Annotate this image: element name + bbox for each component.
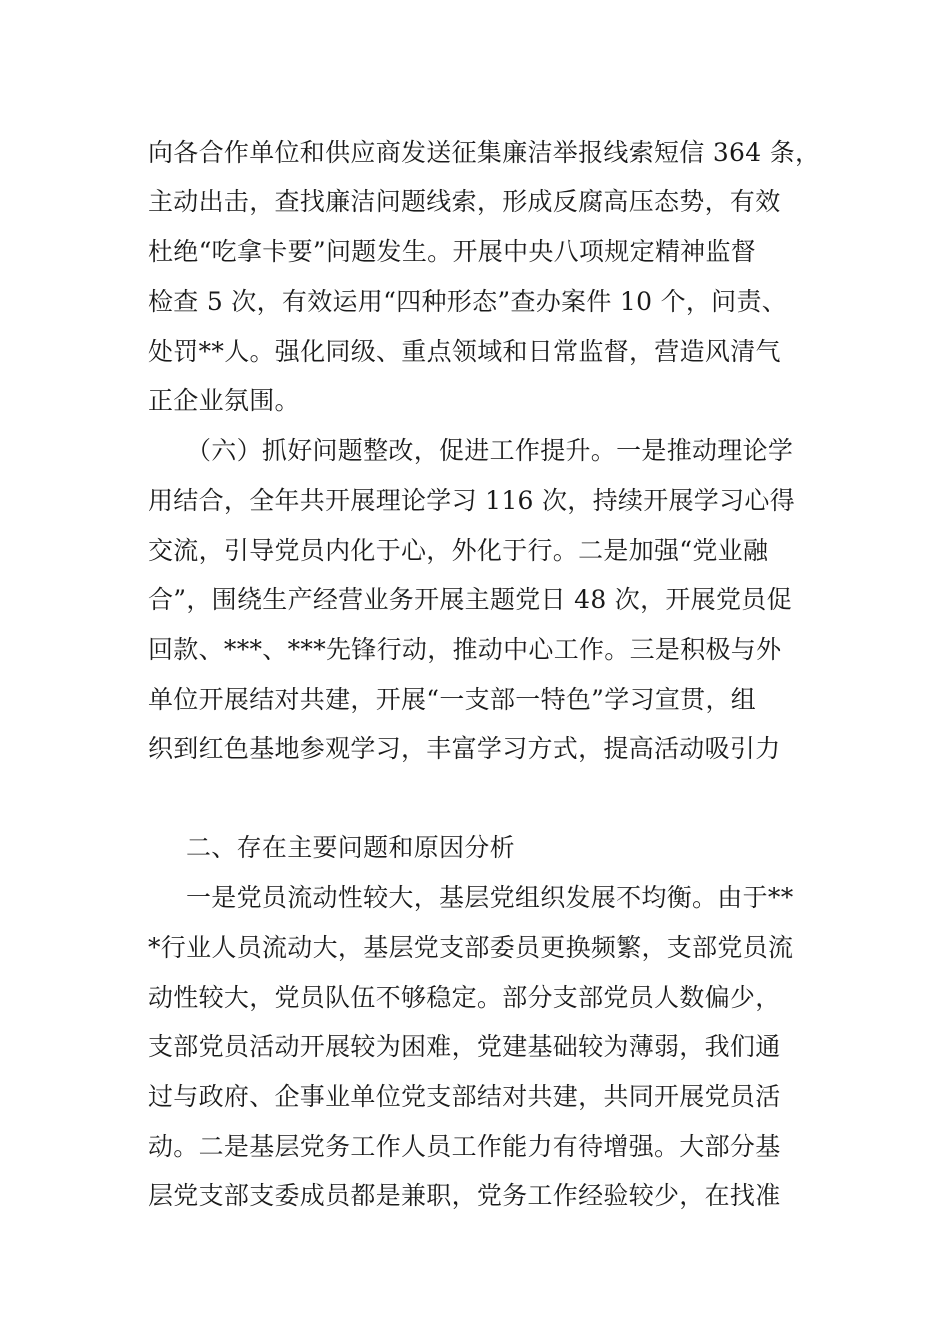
paragraph-line: 回款、***、***先锋行动，推动中心工作。三是积极与外 xyxy=(148,635,782,664)
paragraph-line: 过与政府、企事业单位党支部结对共建，共同开展党员活 xyxy=(148,1082,781,1111)
section-heading: 二、存在主要问题和原因分析 xyxy=(186,833,515,862)
paragraph-line: 杜绝“吃拿卡要”问题发生。开展中央八项规定精神监督 xyxy=(148,237,757,266)
paragraph-line: 主动出击，查找廉洁问题线索，形成反腐高压态势，有效 xyxy=(148,187,781,216)
paragraph-line: 动。二是基层党务工作人员工作能力有待增强。大部分基 xyxy=(148,1132,781,1161)
paragraph-line: 检查 5 次，有效运用“四种形态”查办案件 10 个，问责、 xyxy=(148,287,788,316)
paragraph-line: 织到红色基地参观学习，丰富学习方式，提高活动吸引力 xyxy=(148,734,781,763)
paragraph-line: 用结合，全年共开展理论学习 116 次，持续开展学习心得 xyxy=(148,486,796,515)
paragraph-line: 支部党员活动开展较为困难，党建基础较为薄弱，我们通 xyxy=(148,1032,781,1061)
paragraph-line: 层党支部支委成员都是兼职，党务工作经验较少，在找准 xyxy=(148,1181,781,1210)
paragraph-line: （六）抓好问题整改，促进工作提升。一是推动理论学 xyxy=(186,436,794,465)
paragraph-line: 交流，引导党员内化于心，外化于行。二是加强“党业融 xyxy=(148,536,769,565)
paragraph-line: 单位开展结对共建，开展“一支部一特色”学习宣贯，组 xyxy=(148,685,757,714)
paragraph-line: 处罚**人。强化同级、重点领域和日常监督，营造风清气 xyxy=(148,337,781,366)
paragraph-line: 动性较大，党员队伍不够稳定。部分支部党员人数偏少， xyxy=(148,983,781,1012)
paragraph-line: 合”，围绕生产经营业务开展主题党日 48 次，开展党员促 xyxy=(148,585,792,614)
paragraph-line: *行业人员流动大，基层党支部委员更换频繁，支部党员流 xyxy=(148,933,794,962)
paragraph-line: 向各合作单位和供应商发送征集廉洁举报线索短信 364 条， xyxy=(148,138,821,167)
paragraph-line: 正企业氛围。 xyxy=(148,386,300,415)
paragraph-line: 一是党员流动性较大，基层党组织发展不均衡。由于** xyxy=(186,883,794,912)
